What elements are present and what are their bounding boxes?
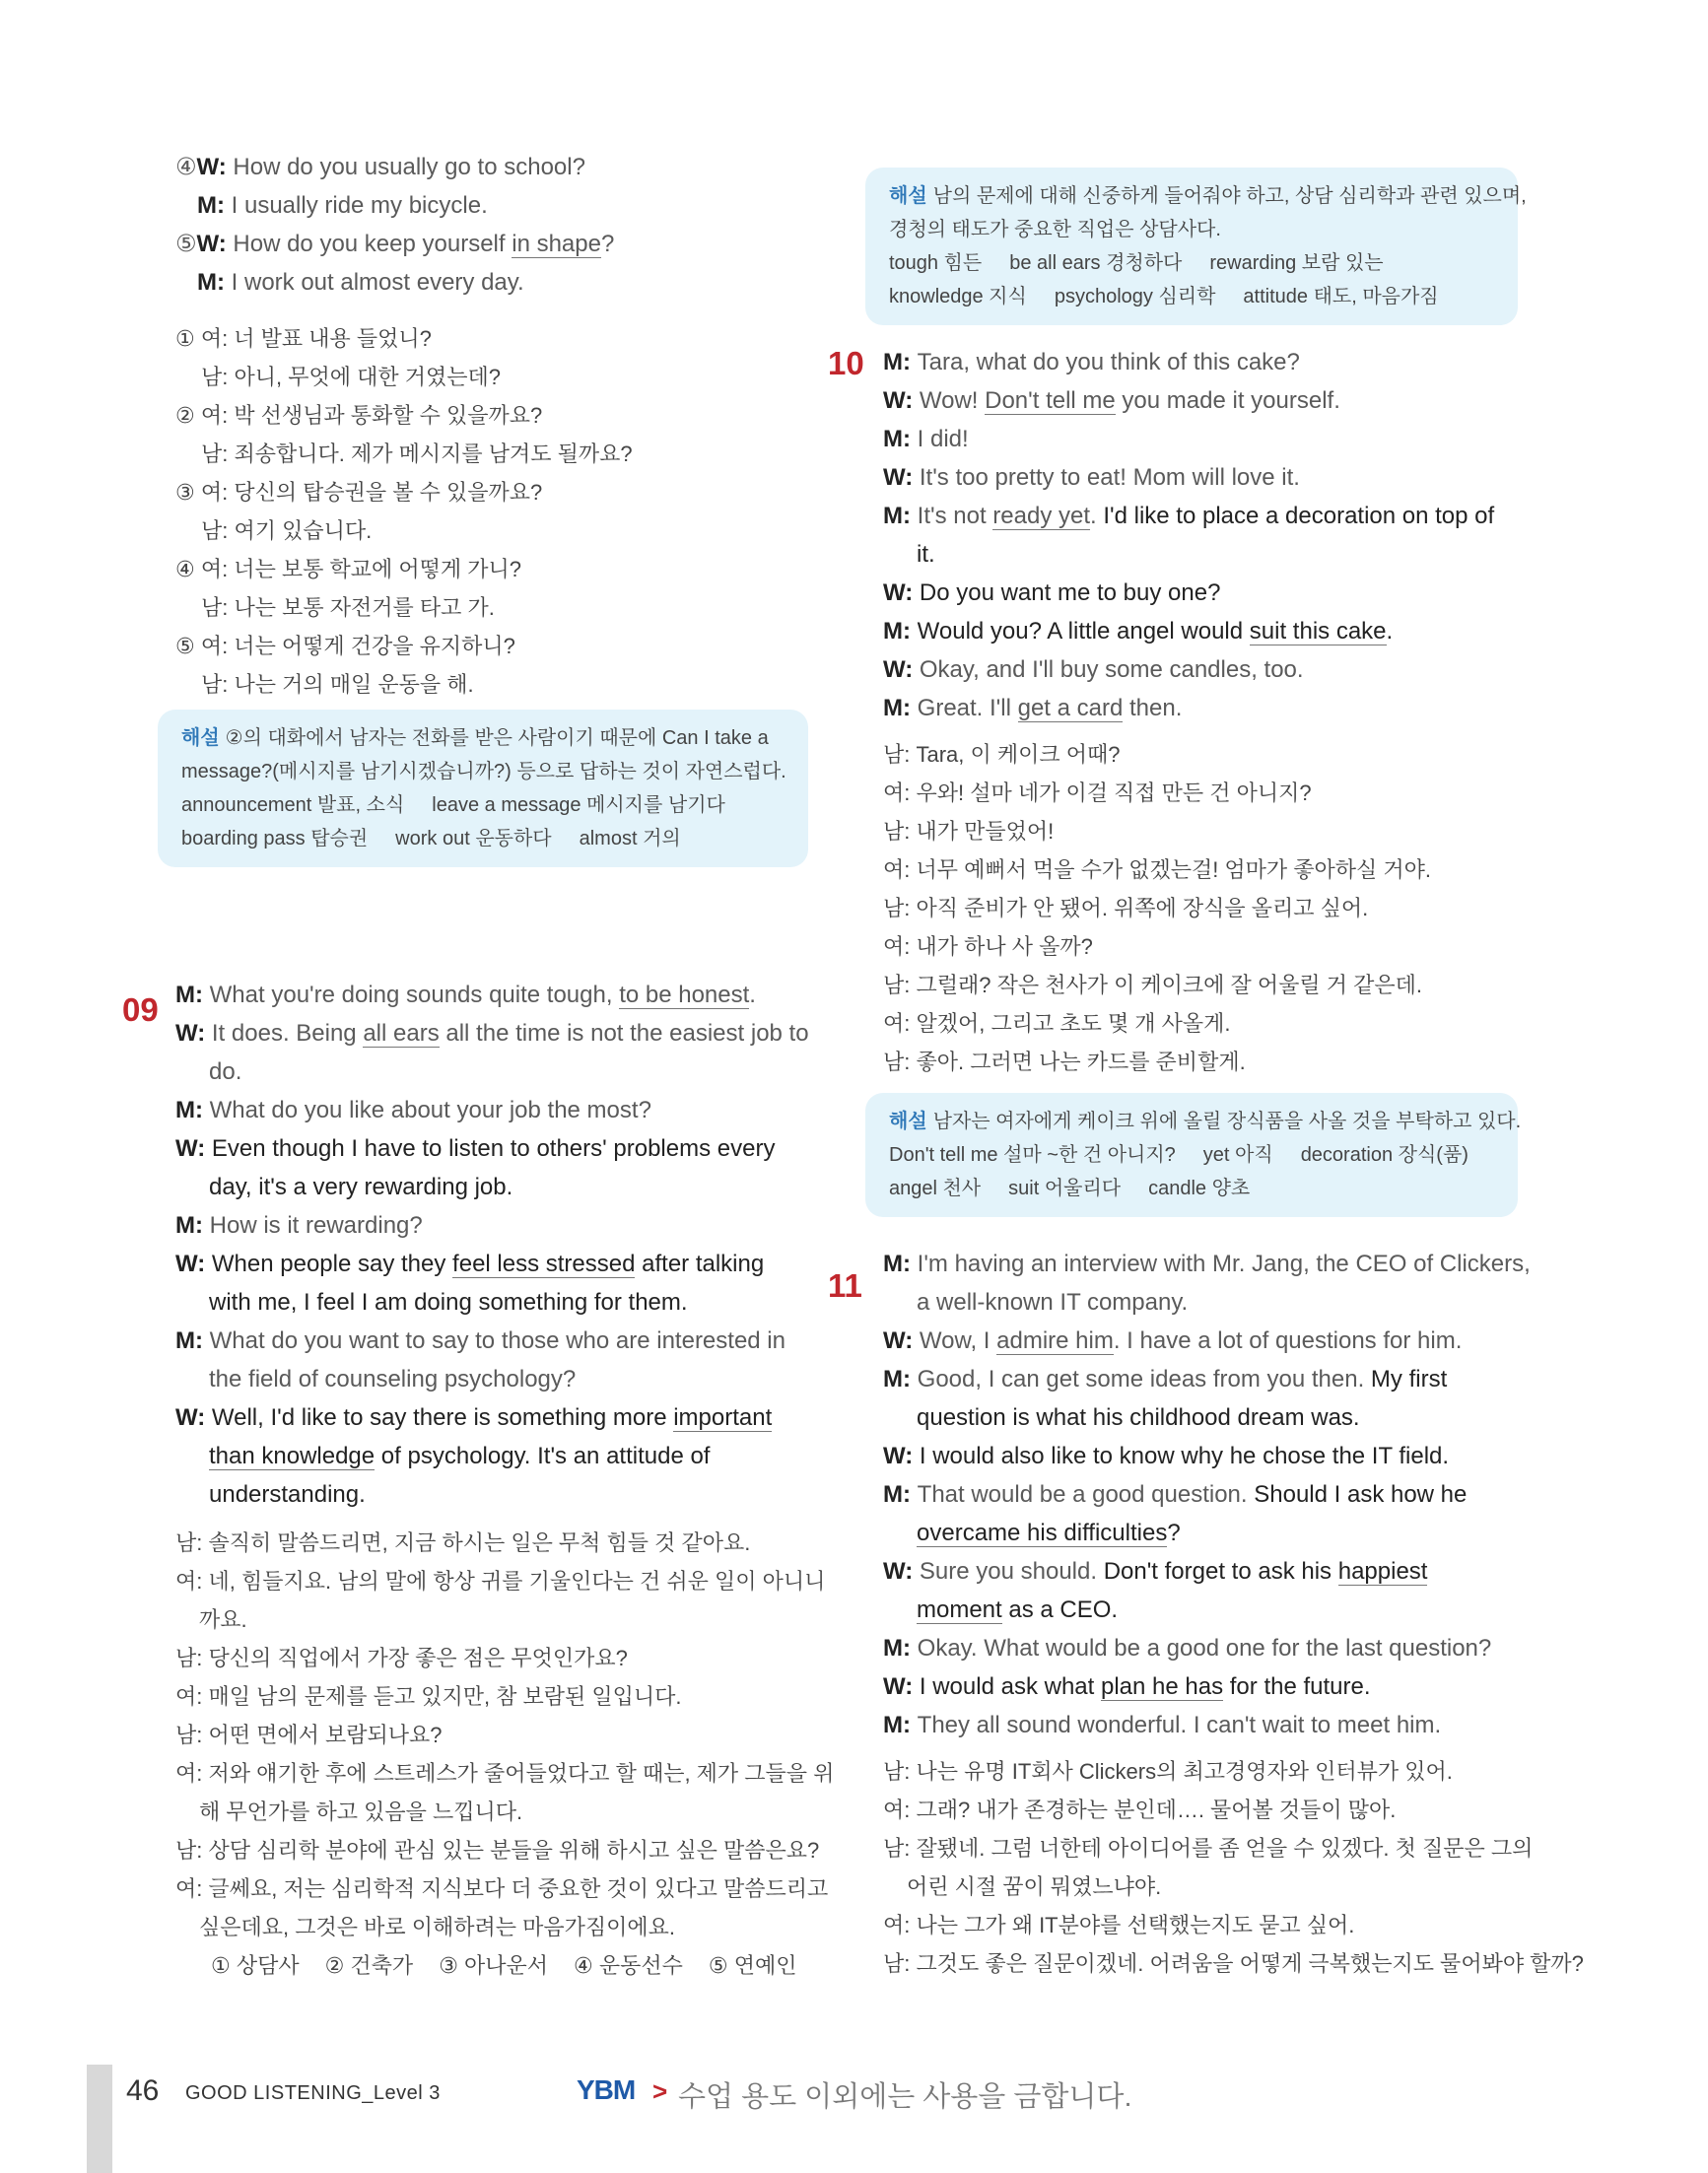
vocabulary-item: rewarding 보람 있는 xyxy=(1209,252,1384,274)
korean-line: 여: 네, 힘들지요. 남의 말에 항상 귀를 기울인다는 건 쉬운 일이 아니니 xyxy=(175,1569,826,1594)
text-run: ? xyxy=(1167,1520,1181,1546)
text-run: then. xyxy=(1123,695,1183,721)
underlined-phrase: feel less stressed xyxy=(452,1251,636,1277)
text-run: it. xyxy=(917,541,935,568)
explanation-box-10 xyxy=(865,1093,1522,1217)
speaker-label: M: xyxy=(883,1366,918,1392)
text-run: It's not xyxy=(917,503,993,529)
book-title: GOOD LISTENING_Level 3 xyxy=(185,2082,441,2104)
question-number-11: 11 xyxy=(828,1267,862,1304)
answer-choices-09 xyxy=(175,1946,808,1985)
underlined-phrase: than knowledge xyxy=(209,1443,376,1469)
text-run: question is what his childhood dream was. xyxy=(917,1404,1360,1431)
vocabulary-item: suit 어울리다 xyxy=(1008,1178,1122,1199)
dialogue-line xyxy=(175,1437,808,1475)
korean-line: 남: 아니, 무엇에 대한 거였는데? xyxy=(201,365,501,389)
dialogue-line xyxy=(175,1475,808,1514)
dialogue-line xyxy=(883,1437,1518,1475)
speaker-label: M: xyxy=(197,192,225,219)
text-run: Tara, what do you think of this cake? xyxy=(917,349,1300,375)
speaker-label: M: xyxy=(883,1251,918,1277)
underlined-phrase: admire him xyxy=(996,1327,1114,1354)
vocabulary-row xyxy=(181,788,785,822)
vocabulary-item: leave a message 메시지를 남기다 xyxy=(432,794,725,816)
korean-line: 남: 나는 보통 자전거를 타고 가. xyxy=(201,595,495,620)
vocabulary-item: announcement 발표, 소식 xyxy=(181,794,405,816)
dialogue-line xyxy=(883,1706,1518,1744)
korean-translation-11 xyxy=(883,1752,1584,1983)
explanation-box-09 xyxy=(865,168,1527,325)
explanation-label: 해설 xyxy=(889,185,927,207)
dialogue-line xyxy=(175,1245,808,1283)
dialogue-line xyxy=(175,1091,808,1129)
vocabulary-row xyxy=(889,280,1494,313)
vocabulary-item: tough 힘든 xyxy=(889,252,983,274)
text-run: What you're doing sounds quite tough, xyxy=(209,982,620,1008)
answer-choice: ④ 운동선수 xyxy=(574,1953,683,1978)
text-run: for the future. xyxy=(1223,1673,1371,1700)
right-column xyxy=(883,162,1584,1983)
text-run: . xyxy=(749,982,756,1008)
text-run: I would also like to know why he chose the IT field. xyxy=(919,1443,1450,1469)
speaker-label: M: xyxy=(197,269,225,296)
dialogue-line xyxy=(175,1398,808,1437)
speaker-label: M: xyxy=(883,1635,918,1662)
underlined-phrase: Don't tell me xyxy=(985,387,1116,414)
text-run: How do you keep yourself xyxy=(226,231,512,257)
korean-line: 남: 솔직히 말씀드리면, 지금 하시는 일은 무척 힘들 것 같아요. xyxy=(175,1530,751,1555)
text-run: It does. Being xyxy=(211,1020,364,1047)
dialogue-08-choices-4-5 xyxy=(175,148,808,302)
dialogue-09 xyxy=(175,976,808,1514)
vocabulary-item: angel 천사 xyxy=(889,1178,982,1199)
explanation-text: message?(메시지를 남기시겠습니까?) 등으로 답하는 것이 자연스럽다. xyxy=(181,761,786,782)
text-run: What do you like about your job the most? xyxy=(209,1097,651,1123)
text-run: I work out almost every day. xyxy=(224,269,524,296)
answer-choice: ⑤ 연예인 xyxy=(708,1953,797,1978)
answer-choice: ③ 아나운서 xyxy=(439,1953,549,1978)
speaker-label: M: xyxy=(883,503,918,529)
speaker-label: W: xyxy=(196,154,227,180)
text-run: Okay. What would be a good one for the last question? xyxy=(917,1635,1492,1662)
text-run: Would you? A little angel would xyxy=(917,618,1250,645)
korean-line: 남: 그럴래? 작은 천사가 이 케이크에 잘 어울릴 거 같은데. xyxy=(883,973,1423,997)
choice-number: ④ xyxy=(175,154,197,180)
speaker-label: M: xyxy=(175,1327,210,1354)
dialogue-10 xyxy=(883,343,1518,727)
underlined-phrase: in shape xyxy=(512,231,601,257)
speaker-label: M: xyxy=(883,349,918,375)
page-tab xyxy=(87,2065,112,2173)
chevron-right-icon: > xyxy=(652,2076,668,2106)
text-run: ? xyxy=(600,231,615,257)
speaker-label: M: xyxy=(175,982,210,1008)
dialogue-line xyxy=(175,976,808,1014)
korean-line: 싶은데요, 그것은 바로 이해하려는 마음가짐이에요. xyxy=(199,1915,675,1939)
dialogue-line xyxy=(175,1168,808,1206)
vocabulary-row xyxy=(889,1138,1494,1172)
korean-line: 남: 나는 거의 매일 운동을 해. xyxy=(201,672,474,697)
left-column xyxy=(175,148,835,1985)
text-run: the field of counseling psychology? xyxy=(209,1366,577,1392)
text-run: I'm having an interview with Mr. Jang, the CEO of Clickers, xyxy=(917,1251,1531,1277)
text-run: When people say they xyxy=(211,1251,453,1277)
dialogue-line xyxy=(883,1552,1518,1591)
text-run: understanding. xyxy=(209,1481,366,1508)
explanation-text xyxy=(889,179,1527,213)
speaker-label: M: xyxy=(883,618,918,645)
text-run: 남의 문제에 대해 신중하게 들어줘야 하고, 상담 심리학과 관련 있으며, xyxy=(932,185,1527,207)
dialogue-line xyxy=(883,420,1518,458)
speaker-label: W: xyxy=(196,231,227,257)
text-run: of psychology. It's an attitude of xyxy=(375,1443,711,1469)
underlined-phrase: plan he has xyxy=(1100,1673,1224,1700)
korean-line: 남: 아직 준비가 안 됐어. 위쪽에 장식을 올리고 싶어. xyxy=(883,896,1369,920)
text-run: Don't forget to ask his xyxy=(1103,1558,1338,1585)
korean-line: 여: 우와! 설마 네가 이걸 직접 만든 건 아니지? xyxy=(883,781,1312,805)
vocabulary-item: yet 아직 xyxy=(1202,1144,1273,1166)
underlined-phrase: get a card xyxy=(1017,695,1124,721)
text-run: It's too pretty to eat! Mom will love it. xyxy=(919,464,1300,491)
speaker-label: W: xyxy=(883,464,920,491)
page-footer xyxy=(0,2065,1708,2173)
dialogue-line xyxy=(175,186,808,225)
text-run: What do you want to say to those who are interested in xyxy=(209,1327,786,1354)
text-run: Okay, and I'll buy some candles, too. xyxy=(919,656,1304,683)
vocabulary-item: Don't tell me 설마 ~한 건 아니지? xyxy=(889,1144,1176,1166)
speaker-label: W: xyxy=(883,1443,920,1469)
dialogue-line xyxy=(883,1475,1518,1514)
explanation-text xyxy=(181,721,785,755)
speaker-label: W: xyxy=(883,1327,920,1354)
korean-line: ② 여: 박 선생님과 통화할 수 있을까요? xyxy=(175,403,543,428)
dialogue-line xyxy=(883,497,1518,535)
dialogue-line xyxy=(883,574,1518,612)
korean-line: 여: 글쎄요, 저는 심리학적 지식보다 더 중요한 것이 있다고 말씀드리고 xyxy=(175,1876,829,1901)
text-run: ②의 대화에서 남자는 전화를 받은 사람이기 때문에 Can I take a xyxy=(225,727,769,749)
text-run: Wow! xyxy=(919,387,986,414)
korean-line: 남: 나는 유명 IT회사 Clickers의 최고경영자와 인터뷰가 있어. xyxy=(883,1759,1453,1784)
text-run: . xyxy=(1386,618,1394,645)
korean-line: 남: 어떤 면에서 보람되나요? xyxy=(175,1723,443,1747)
answer-choice: ② 건축가 xyxy=(324,1953,414,1978)
vocabulary-row xyxy=(889,1172,1494,1205)
publisher-logo: YBM xyxy=(577,2074,636,2105)
underlined-phrase: overcame his difficulties xyxy=(917,1520,1168,1546)
dialogue-line xyxy=(883,1629,1518,1667)
dialogue-line xyxy=(883,1514,1518,1552)
underlined-phrase: important xyxy=(673,1404,773,1431)
speaker-label: W: xyxy=(175,1251,212,1277)
korean-line: 여: 너무 예뻐서 먹을 수가 없겠는걸! 엄마가 좋아하실 거야. xyxy=(883,857,1432,882)
vocabulary-item: candle 양초 xyxy=(1148,1178,1251,1199)
text-run: do. xyxy=(209,1058,242,1085)
korean-line: ③ 여: 당신의 탑승권을 볼 수 있을까요? xyxy=(175,480,543,505)
dialogue-line xyxy=(883,689,1518,727)
text-run: day, it's a very rewarding job. xyxy=(209,1174,513,1200)
underlined-phrase: ready yet xyxy=(992,503,1090,529)
text-run: I'd like to place a decoration on top of xyxy=(1103,503,1495,529)
dialogue-line xyxy=(175,1283,808,1322)
text-run: as a CEO. xyxy=(1001,1596,1119,1623)
korean-line: 여: 알겠어, 그리고 초도 몇 개 사올게. xyxy=(883,1011,1231,1036)
dialogue-line xyxy=(175,1014,808,1053)
speaker-label: W: xyxy=(883,579,920,606)
underlined-phrase: suit this cake xyxy=(1249,618,1387,645)
text-run: Do you want me to buy one? xyxy=(919,579,1221,606)
speaker-label: W: xyxy=(175,1020,212,1047)
choice-number: ⑤ xyxy=(175,231,197,257)
dialogue-line xyxy=(175,225,808,263)
korean-translation-09 xyxy=(175,1524,835,1946)
korean-line: 남: 죄송합니다. 제가 메시지를 남겨도 될까요? xyxy=(201,441,633,466)
korean-line: 남: 여기 있습니다. xyxy=(201,518,373,543)
korean-line: 남: 좋아. 그러면 나는 카드를 준비할게. xyxy=(883,1050,1246,1074)
explanation-box-08 xyxy=(158,710,808,867)
korean-line: ⑤ 여: 너는 어떻게 건강을 유지하니? xyxy=(175,634,515,658)
dialogue-line xyxy=(175,1129,808,1168)
dialogue-line xyxy=(883,1667,1518,1706)
korean-line: 남: 잘됐네. 그럼 너한테 아이디어를 좀 얻을 수 있겠다. 첫 질문은 그의 xyxy=(883,1836,1534,1861)
text-run: How do you usually go to school? xyxy=(226,154,585,180)
text-run: They all sound wonderful. I can't wait to meet him. xyxy=(917,1712,1442,1738)
vocabulary-row xyxy=(889,246,1494,280)
dialogue-line xyxy=(175,1053,808,1091)
korean-line: 남: 상담 심리학 분야에 관심 있는 분들을 위해 하시고 싶은 말씀은요? xyxy=(175,1838,820,1863)
dialogue-line xyxy=(883,612,1518,650)
vocabulary-item: psychology 심리학 xyxy=(1054,286,1216,307)
dialogue-line xyxy=(175,1360,808,1398)
vocabulary-item: be all ears 경청하다 xyxy=(1009,252,1183,274)
speaker-label: W: xyxy=(175,1404,212,1431)
text-run: I usually ride my bicycle. xyxy=(224,192,488,219)
speaker-label: W: xyxy=(883,656,920,683)
dialogue-line xyxy=(883,1398,1518,1437)
text-run: Well, I'd like to say there is something more xyxy=(211,1404,674,1431)
dialogue-line xyxy=(883,1591,1518,1629)
vocabulary-item: almost 거의 xyxy=(579,828,681,849)
text-run: . xyxy=(1090,503,1104,529)
korean-line: 까요. xyxy=(199,1607,247,1632)
dialogue-line xyxy=(883,381,1518,420)
text-run: That would be a good question. xyxy=(917,1481,1255,1508)
explanation-label: 해설 xyxy=(181,727,220,749)
explanation-label: 해설 xyxy=(889,1111,927,1132)
korean-line: ④ 여: 너는 보통 학교에 어떻게 가니? xyxy=(175,557,522,581)
dialogue-line xyxy=(883,1283,1518,1322)
text-run: How is it rewarding? xyxy=(209,1212,423,1239)
vocabulary-item: knowledge 지식 xyxy=(889,286,1027,307)
vocabulary-item: decoration 장식(품) xyxy=(1300,1144,1469,1166)
text-run: all the time is not the easiest job to xyxy=(439,1020,809,1047)
usage-notice: 수업 용도 이외에는 사용을 금합니다. xyxy=(678,2081,1132,2113)
underlined-phrase: to be honest xyxy=(619,982,750,1008)
dialogue-11 xyxy=(883,1245,1531,1744)
underlined-phrase: all ears xyxy=(363,1020,440,1047)
text-run: My first xyxy=(1370,1366,1448,1392)
dialogue-line xyxy=(883,1360,1518,1398)
speaker-label: M: xyxy=(175,1212,210,1239)
korean-translation-08 xyxy=(175,319,808,704)
text-run: you made it yourself. xyxy=(1115,387,1340,414)
speaker-label: W: xyxy=(175,1135,212,1162)
korean-line: 어린 시절 꿈이 뭐였느냐야. xyxy=(907,1874,1162,1899)
speaker-label: W: xyxy=(883,387,920,414)
korean-line: 여: 저와 얘기한 후에 스트레스가 줄어들었다고 할 때는, 제가 그들을 위 xyxy=(175,1761,835,1786)
page-number: 46 xyxy=(126,2074,160,2107)
text-run: after talking xyxy=(635,1251,765,1277)
underlined-phrase: happiest xyxy=(1337,1558,1428,1585)
korean-line: 남: 그것도 좋은 질문이겠네. 어려움을 어떻게 극복했는지도 물어봐야 할까? xyxy=(883,1951,1584,1976)
question-number-10: 10 xyxy=(828,345,864,381)
text-run: Great. I'll xyxy=(917,695,1018,721)
korean-line: 남: 당신의 직업에서 가장 좋은 점은 무엇인가요? xyxy=(175,1646,628,1670)
speaker-label: W: xyxy=(883,1673,920,1700)
text-run: Should I ask how he xyxy=(1254,1481,1468,1508)
vocabulary-item: work out 운동하다 xyxy=(395,828,552,849)
dialogue-line xyxy=(883,535,1518,574)
vocabulary-item: attitude 태도, 마음가짐 xyxy=(1243,286,1439,307)
korean-line: 여: 그래? 내가 존경하는 분인데…. 물어볼 것들이 많아. xyxy=(883,1798,1397,1822)
speaker-label: W: xyxy=(883,1558,920,1585)
dialogue-line xyxy=(883,343,1518,381)
korean-line: ① 여: 너 발표 내용 들었니? xyxy=(175,326,432,351)
text-run: Sure you should. xyxy=(919,1558,1104,1585)
answer-choice: ① 상담사 xyxy=(211,1953,300,1978)
korean-line: 여: 나는 그가 왜 IT분야를 선택했는지도 묻고 싶어. xyxy=(883,1913,1355,1937)
dialogue-line xyxy=(883,1245,1531,1283)
text-run: I did! xyxy=(917,426,969,452)
vocabulary-row xyxy=(181,822,785,855)
explanation-text xyxy=(889,1105,1522,1138)
speaker-label: M: xyxy=(883,1712,918,1738)
korean-line: 여: 매일 남의 문제를 듣고 있지만, 참 보람된 일입니다. xyxy=(175,1684,682,1709)
korean-line: 해 무언가를 하고 있음을 느낍니다. xyxy=(199,1800,523,1824)
text-run: 남자는 여자에게 케이크 위에 올릴 장식품을 사올 것을 부탁하고 있다. xyxy=(932,1111,1522,1132)
speaker-label: M: xyxy=(883,695,918,721)
korean-line: 여: 내가 하나 사 올까? xyxy=(883,934,1093,959)
korean-translation-10 xyxy=(883,735,1518,1081)
question-number-09: 09 xyxy=(122,991,159,1028)
explanation-text: 경청의 태도가 중요한 직업은 상담사다. xyxy=(889,219,1221,240)
speaker-label: M: xyxy=(883,426,918,452)
dialogue-line xyxy=(883,650,1518,689)
dialogue-line xyxy=(175,1322,808,1360)
text-run: with me, I feel I am doing something for them. xyxy=(209,1289,688,1316)
text-run: Wow, I xyxy=(919,1327,997,1354)
text-run: Good, I can get some ideas from you then. xyxy=(917,1366,1371,1392)
vocabulary-item: boarding pass 탑승권 xyxy=(181,828,369,849)
speaker-label: M: xyxy=(883,1481,918,1508)
text-run: I would ask what xyxy=(919,1673,1101,1700)
speaker-label: M: xyxy=(175,1097,210,1123)
dialogue-line xyxy=(175,148,808,186)
dialogue-line xyxy=(883,1322,1518,1360)
dialogue-line xyxy=(883,458,1518,497)
dialogue-line xyxy=(175,263,808,302)
underlined-phrase: moment xyxy=(917,1596,1002,1623)
korean-line: 남: 내가 만들었어! xyxy=(883,819,1055,844)
dialogue-line xyxy=(175,1206,808,1245)
text-run: a well-known IT company. xyxy=(917,1289,1189,1316)
text-run: . I have a lot of questions for him. xyxy=(1113,1327,1463,1354)
korean-line: 남: Tara, 이 케이크 어때? xyxy=(883,742,1121,767)
text-run: Even though I have to listen to others' problems every xyxy=(211,1135,776,1162)
